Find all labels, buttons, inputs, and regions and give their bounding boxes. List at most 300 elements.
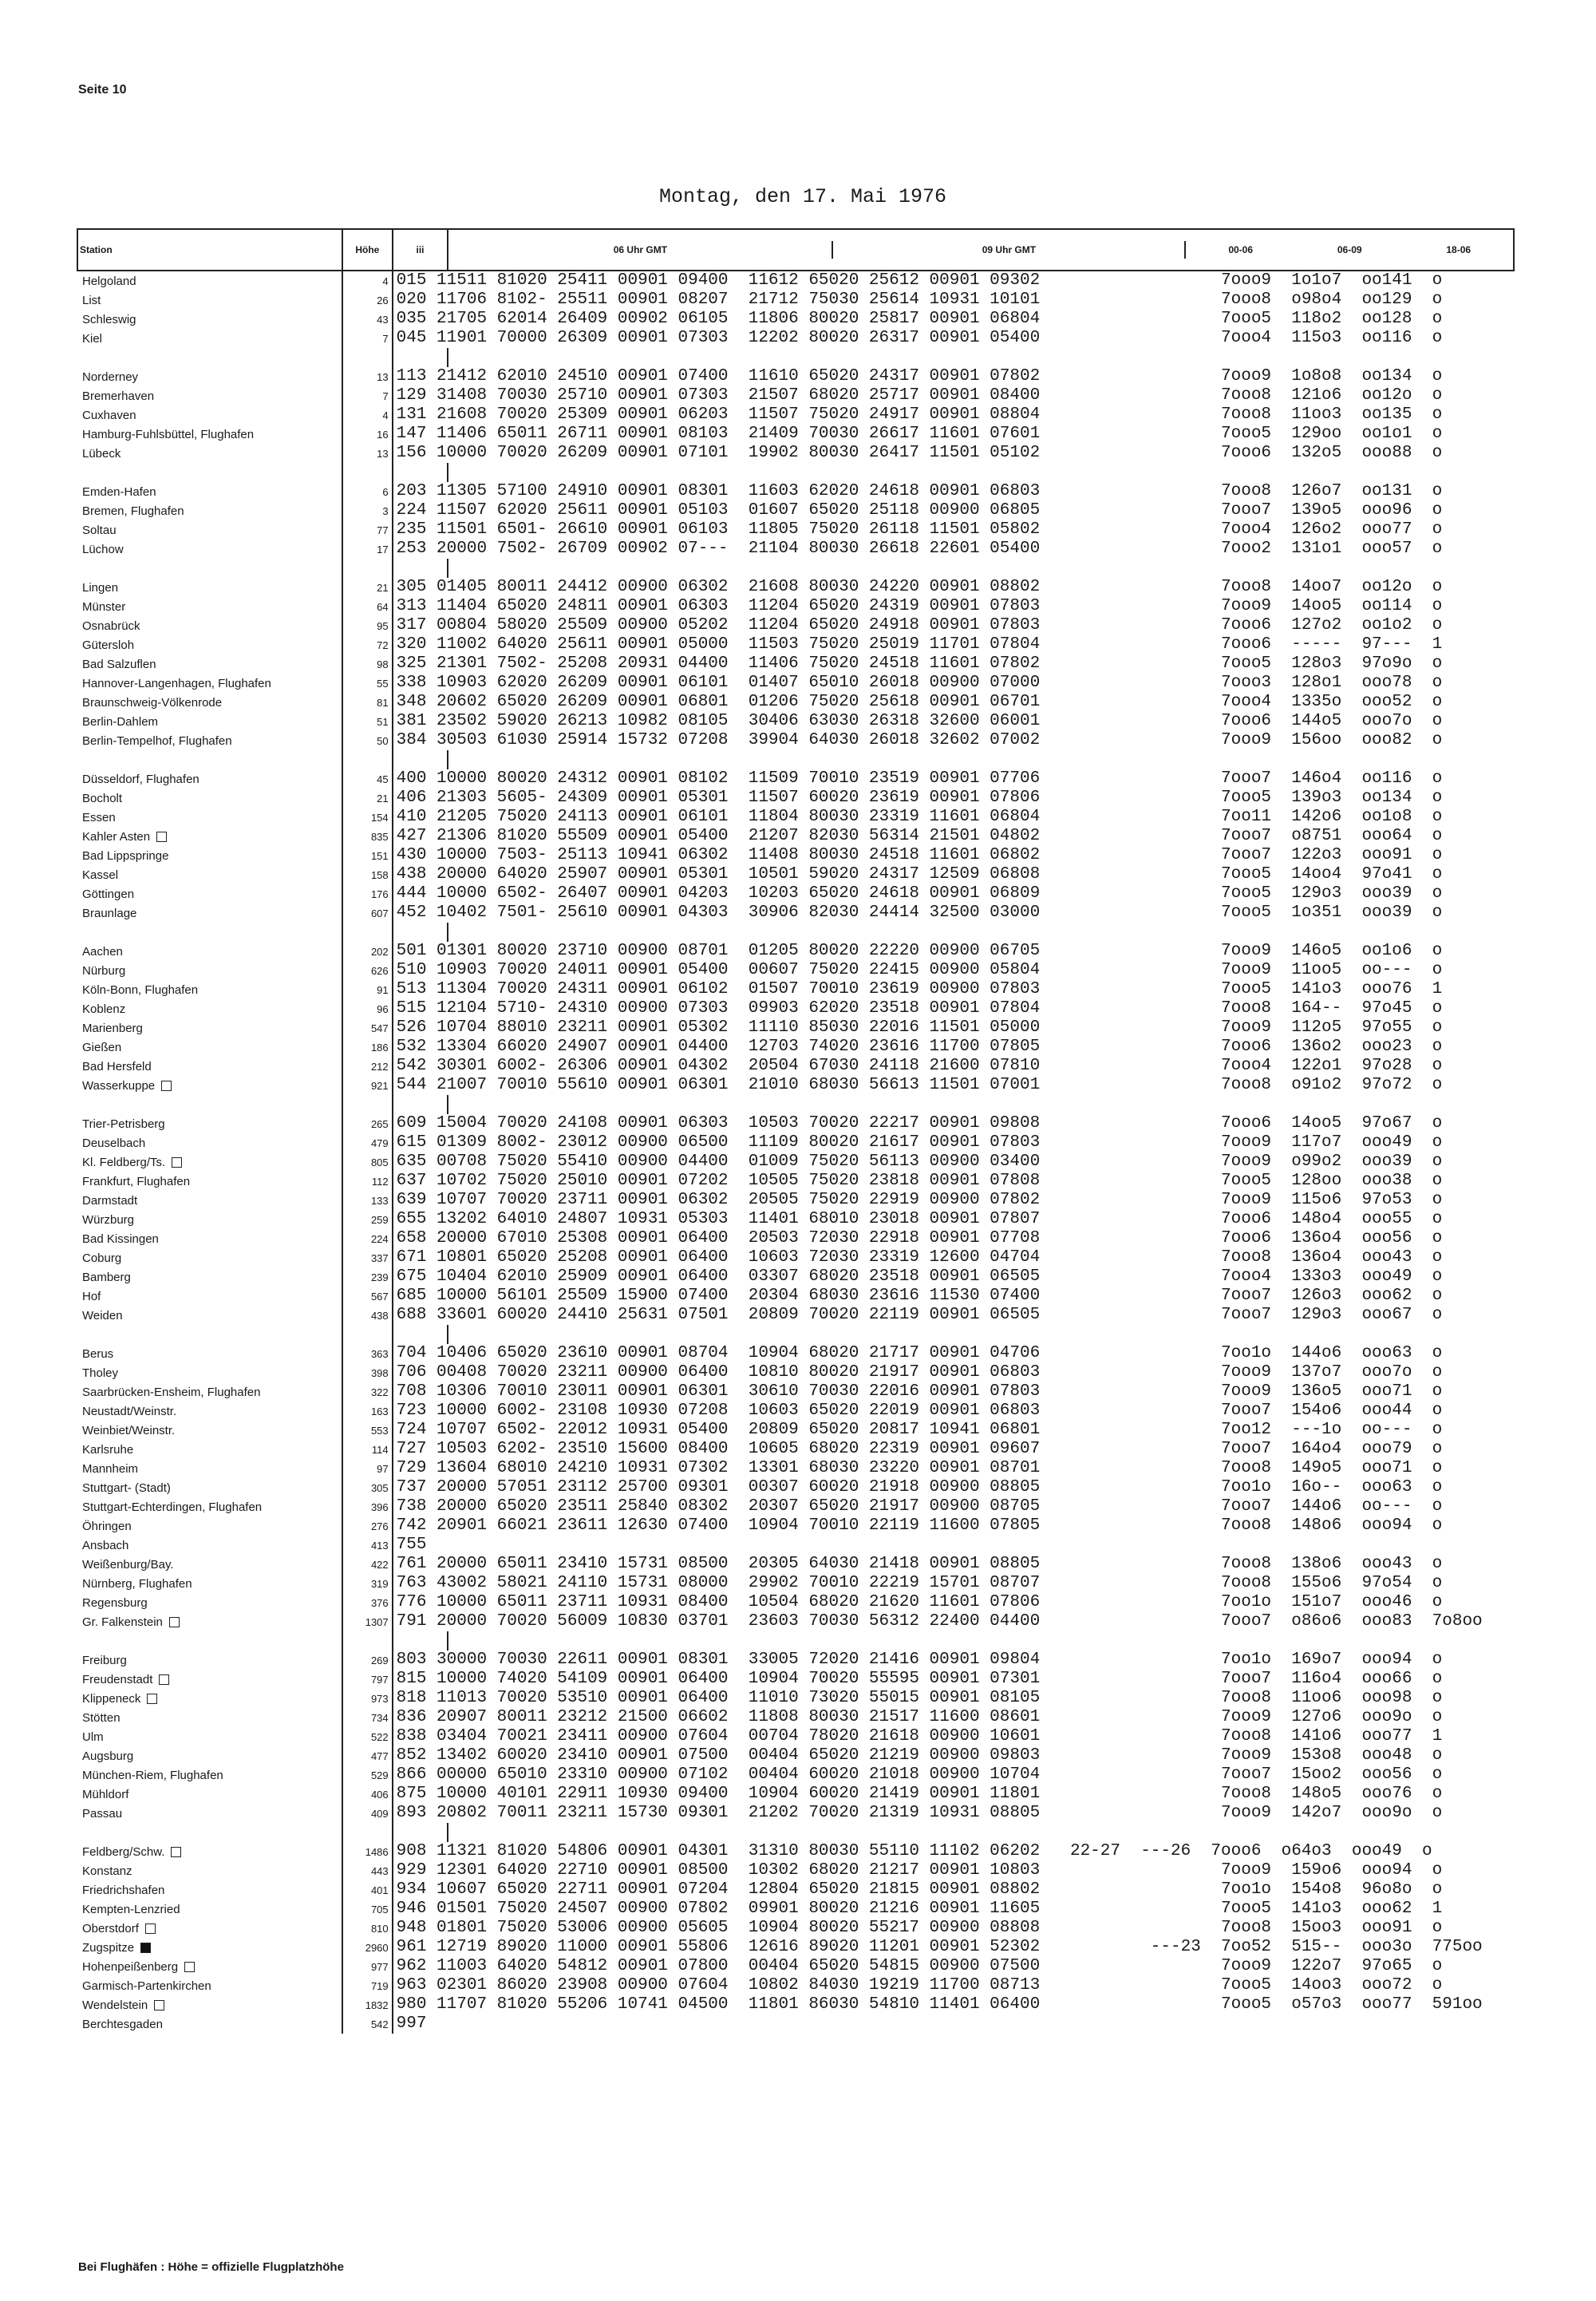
- col-00-06: 00-06: [1228, 244, 1254, 255]
- station-height: 734: [342, 1708, 393, 1727]
- station-height: 55: [342, 674, 393, 693]
- station-name: Stötten: [77, 1708, 342, 1727]
- table-row: [77, 1689, 1514, 1708]
- table-row: [77, 310, 1514, 329]
- table-row: [77, 1938, 1514, 1957]
- station-name: Norderney: [77, 367, 342, 386]
- observation-codes: 444 10000 6502- 26407 00901 04203 10203 65020 24618 00901 06809 7ooo5 129o3 ooo39 o: [396, 884, 1443, 903]
- station-name: Weißenburg/Bay.: [77, 1555, 342, 1574]
- observation-codes: 020 11706 8102- 25511 00901 08207 21712 75030 25614 10931 10101 7ooo8 o98o4 oo129 o: [396, 291, 1443, 309]
- station-name: Lüchow: [77, 540, 342, 559]
- station-name: Kl. Feldberg/Ts.: [77, 1152, 342, 1172]
- table-row: [77, 999, 1514, 1018]
- table-row: [77, 1995, 1514, 2014]
- station-name: Helgoland: [77, 271, 342, 291]
- station-height: 98: [342, 654, 393, 674]
- station-height: 21: [342, 578, 393, 597]
- station-height: 26: [342, 291, 393, 310]
- table-row: [77, 1574, 1514, 1593]
- station-name: Hannover-Langenhagen, Flughafen: [77, 674, 342, 693]
- observation-codes: 755: [396, 1536, 427, 1554]
- table-row: [77, 1746, 1514, 1765]
- table-row: [77, 1612, 1514, 1631]
- observation-codes: 156 10000 70020 26209 00901 07101 19902 80030 26417 11501 05102 7ooo6 132o5 ooo88 o: [396, 444, 1443, 462]
- observation-codes: 635 00708 75020 55410 00900 04400 01009 75020 56113 00900 03400 7ooo9 o99o2 ooo39 o: [396, 1152, 1443, 1171]
- observation-codes: 348 20602 65020 26209 00901 06801 01206 75020 25618 00901 06701 7ooo4 1335o ooo52 o: [396, 693, 1443, 711]
- table-row: [77, 846, 1514, 865]
- open-square-icon: [154, 2000, 164, 2010]
- table-row: [77, 1516, 1514, 1536]
- station-name: Bocholt: [77, 789, 342, 808]
- observation-codes: 035 21705 62014 26409 00902 06105 11806 80020 25817 00901 06804 7ooo5 118o2 oo128 o: [396, 310, 1443, 328]
- observation-codes: 727 10503 6202- 23510 15600 08400 10605 68020 22319 00901 09607 7ooo7 164o4 ooo79 o: [396, 1440, 1443, 1458]
- table-row: [77, 540, 1514, 559]
- station-name: Berlin-Tempelhof, Flughafen: [77, 731, 342, 750]
- station-height: 43: [342, 310, 393, 329]
- observation-codes: 929 12301 64020 22710 00901 08500 10302 68020 21217 00901 10803 7ooo9 159o6 ooo94 o: [396, 1861, 1443, 1880]
- station-height: 72: [342, 635, 393, 654]
- observation-codes: 544 21007 70010 55610 00901 06301 21010 68030 56613 11501 07001 7ooo8 o91o2 97o72 o: [396, 1076, 1443, 1094]
- observation-codes: 526 10704 88010 23211 00901 05302 11110 85030 22016 11501 05000 7ooo9 112o5 97o55 o: [396, 1018, 1443, 1037]
- observation-codes: 675 10404 62010 25909 00901 06400 03307 68020 23518 00901 06505 7ooo4 133o3 ooo49 o: [396, 1267, 1443, 1286]
- station-name: Tholey: [77, 1363, 342, 1382]
- station-name: Ansbach: [77, 1536, 342, 1555]
- open-square-icon: [171, 1847, 181, 1857]
- table-row: [77, 1727, 1514, 1746]
- station-name: Saarbrücken-Ensheim, Flughafen: [77, 1382, 342, 1402]
- observation-codes: 704 10406 65020 23610 00901 08704 10904 68020 21717 00901 04706 7oo1o 144o6 ooo63 o: [396, 1344, 1443, 1362]
- station-height: 322: [342, 1382, 393, 1402]
- observation-codes: 658 20000 67010 25308 00901 06400 20503 72030 22918 00901 07708 7ooo6 136o4 ooo56 o: [396, 1229, 1443, 1247]
- station-name: Konstanz: [77, 1861, 342, 1880]
- observation-codes: 791 20000 70020 56009 10830 03701 23603 70030 56312 22400 04400 7ooo7 o86o6 ooo83 7o8oo: [396, 1612, 1483, 1631]
- observation-codes: 776 10000 65011 23711 10931 08400 10504 68020 21620 11601 07806 7oo1o 151o7 ooo46 o: [396, 1593, 1443, 1611]
- observation-codes: 438 20000 64020 25907 00901 05301 10501 59020 24317 12509 06808 7ooo5 14oo4 97o41 o: [396, 865, 1443, 884]
- table-row: [77, 1057, 1514, 1076]
- observation-codes: 815 10000 74020 54109 00901 06400 10904 70020 55595 00901 07301 7ooo7 116o4 ooo66 o: [396, 1670, 1443, 1688]
- station-height: 337: [342, 1248, 393, 1267]
- observation-codes: 761 20000 65011 23410 15731 08500 20305 64030 21418 00901 08805 7ooo8 138o6 ooo43 o: [396, 1555, 1443, 1573]
- open-square-icon: [159, 1674, 169, 1685]
- table-row: [77, 1478, 1514, 1497]
- station-height: 265: [342, 1114, 393, 1133]
- station-height: 21: [342, 789, 393, 808]
- station-name: Oberstdorf: [77, 1919, 342, 1938]
- observation-codes: 866 00000 65010 23310 00900 07102 00404 60020 21018 00900 10704 7ooo7 15oo2 ooo56 o: [396, 1765, 1443, 1784]
- station-height: 16: [342, 425, 393, 444]
- station-height: 4: [342, 405, 393, 425]
- station-name: Deuselbach: [77, 1133, 342, 1152]
- observation-codes: 235 11501 6501- 26610 00901 06103 11805 75020 26118 11501 05802 7ooo4 126o2 ooo77 o: [396, 520, 1443, 539]
- observation-codes: 852 13402 60020 23410 00901 07500 00404 65020 21219 00900 09803 7ooo9 153o8 ooo48 o: [396, 1746, 1443, 1765]
- station-height: 363: [342, 1344, 393, 1363]
- station-height: 319: [342, 1574, 393, 1593]
- observation-codes: 542 30301 6002- 26306 00901 04302 20504 67030 24118 21600 07810 7ooo4 122o1 97o28 o: [396, 1057, 1443, 1075]
- table-row: [77, 1018, 1514, 1038]
- table-row: [77, 1440, 1514, 1459]
- table-row: [77, 1133, 1514, 1152]
- station-name: Wendelstein: [77, 1995, 342, 2014]
- station-name: Aachen: [77, 942, 342, 961]
- table-row: [77, 1306, 1514, 1325]
- open-square-icon: [169, 1617, 180, 1627]
- station-height: 158: [342, 865, 393, 884]
- table-row: [77, 1785, 1514, 1804]
- table-row: [77, 405, 1514, 425]
- table-row: [77, 1708, 1514, 1727]
- table-row: [77, 482, 1514, 501]
- table-body: [77, 271, 1514, 2034]
- station-height: 797: [342, 1670, 393, 1689]
- observation-codes: 147 11406 65011 26711 00901 08103 21409 70030 26617 11601 07601 7ooo5 129oo oo1o1 o: [396, 425, 1443, 443]
- table-row: [77, 501, 1514, 520]
- table-row: [77, 1593, 1514, 1612]
- table-row: [77, 1765, 1514, 1785]
- table-row: [77, 367, 1514, 386]
- table-row: [77, 731, 1514, 750]
- station-height: 705: [342, 1900, 393, 1919]
- observation-codes: 515 12104 5710- 24310 00900 07303 09903 62020 23518 00901 07804 7ooo8 164-- 97o45 o: [396, 999, 1443, 1018]
- observation-codes: 818 11013 70020 53510 00901 06400 11010 73020 55015 00901 08105 7ooo8 11oo6 ooo98 o: [396, 1689, 1443, 1707]
- station-name: Weiden: [77, 1306, 342, 1325]
- table-row: [77, 1555, 1514, 1574]
- station-name: Zugspitze: [77, 1938, 342, 1957]
- table-row: [77, 1651, 1514, 1670]
- observation-codes: 501 01301 80020 23710 00900 08701 01205 80020 22220 00900 06705 7ooo9 146o5 oo1o6 o: [396, 942, 1443, 960]
- station-height: 398: [342, 1363, 393, 1382]
- station-name: Kempten-Lenzried: [77, 1900, 342, 1919]
- station-name: Gütersloh: [77, 635, 342, 654]
- observation-codes: 131 21608 70020 25309 00901 06203 11507 75020 24917 00901 08804 7ooo8 11oo3 oo135 o: [396, 405, 1443, 424]
- station-name: Darmstadt: [77, 1191, 342, 1210]
- station-name: Mannheim: [77, 1459, 342, 1478]
- station-height: 269: [342, 1651, 393, 1670]
- table-row: [77, 597, 1514, 616]
- station-height: 6: [342, 482, 393, 501]
- station-name: Göttingen: [77, 884, 342, 903]
- station-height: 13: [342, 367, 393, 386]
- station-name: Berchtesgaden: [77, 2014, 342, 2034]
- station-height: 97: [342, 1459, 393, 1478]
- observation-codes: 948 01801 75020 53006 00900 05605 10904 80020 55217 00900 08808 7ooo8 15oo3 ooo91 o: [396, 1919, 1443, 1937]
- observation-codes: 742 20901 66021 23611 12630 07400 10904 70010 22119 11600 07805 7ooo8 148o6 ooo94 o: [396, 1516, 1443, 1535]
- station-height: 133: [342, 1191, 393, 1210]
- table-row: [77, 865, 1514, 884]
- station-name: Koblenz: [77, 999, 342, 1018]
- station-height: 305: [342, 1478, 393, 1497]
- observation-codes: 724 10707 6502- 22012 10931 05400 20809 65020 20817 10941 06801 7oo12 ---1o oo--- o: [396, 1421, 1443, 1439]
- observation-codes: 510 10903 70020 24011 00901 05400 00607 75020 22415 00900 05804 7ooo9 11oo5 oo--- o: [396, 961, 1443, 979]
- station-height: 477: [342, 1746, 393, 1765]
- group-06-header: 06 Uhr GMT: [448, 241, 833, 259]
- table-row: [77, 1152, 1514, 1172]
- station-name: Freudenstadt: [77, 1670, 342, 1689]
- observation-codes: 803 30000 70030 22611 00901 08301 33005 72020 21416 00901 09804 7oo1o 169o7 ooo94 o: [396, 1651, 1443, 1669]
- observation-codes: 045 11901 70000 26309 00901 07303 12202 80020 26317 00901 05400 7ooo4 115o3 oo116 o: [396, 329, 1443, 347]
- station-height: 259: [342, 1210, 393, 1229]
- station-height: 567: [342, 1287, 393, 1306]
- page-label: Seite 10: [78, 83, 127, 97]
- station-name: Bad Kissingen: [77, 1229, 342, 1248]
- station-height: 151: [342, 846, 393, 865]
- station-height: 607: [342, 903, 393, 923]
- observation-codes: 406 21303 5605- 24309 00901 05301 11507 60020 23619 00901 07806 7ooo5 139o3 oo134 o: [396, 789, 1443, 807]
- station-name: Hof: [77, 1287, 342, 1306]
- table-row: [77, 1344, 1514, 1363]
- table-row: [77, 1459, 1514, 1478]
- row-spacer: [77, 750, 1514, 769]
- col-06-09: 06-09: [1337, 244, 1362, 255]
- table-row: [77, 291, 1514, 310]
- station-name: Kahler Asten: [77, 827, 342, 846]
- observation-codes: 639 10707 70020 23711 00901 06302 20505 75020 22919 00900 07802 7ooo9 115o6 97o53 o: [396, 1191, 1443, 1209]
- station-height: 212: [342, 1057, 393, 1076]
- station-name: Bamberg: [77, 1267, 342, 1287]
- table-row: [77, 1363, 1514, 1382]
- table-row: [77, 1536, 1514, 1555]
- observation-codes: 381 23502 59020 26213 10982 08105 30406 63030 26318 32600 06001 7ooo6 144o5 ooo7o o: [396, 712, 1443, 730]
- station-name: Würzburg: [77, 1210, 342, 1229]
- station-name: Emden-Hafen: [77, 482, 342, 501]
- station-name: Garmisch-Partenkirchen: [77, 1976, 342, 1995]
- table-row: [77, 1804, 1514, 1823]
- observation-codes: 452 10402 7501- 25610 00901 04303 30906 82030 24414 32500 03000 7ooo5 1o351 ooo39 o: [396, 903, 1443, 922]
- table-row: [77, 1287, 1514, 1306]
- station-height: 1307: [342, 1612, 393, 1631]
- station-height: 422: [342, 1555, 393, 1574]
- filled-square-icon: [140, 1943, 151, 1953]
- station-height: 186: [342, 1038, 393, 1057]
- station-name: Frankfurt, Flughafen: [77, 1172, 342, 1191]
- station-name: Cuxhaven: [77, 405, 342, 425]
- table-row: [77, 2014, 1514, 2034]
- table-row: [77, 884, 1514, 903]
- group-09-header: 09 Uhr GMT: [833, 241, 1186, 259]
- row-spacer: [77, 923, 1514, 942]
- col-18-06: 18-06: [1446, 244, 1472, 255]
- open-square-icon: [161, 1081, 172, 1091]
- table-row: [77, 674, 1514, 693]
- observation-codes: 934 10607 65020 22711 00901 07204 12804 65020 21815 00901 08802 7oo1o 154o8 96o8o o: [396, 1880, 1443, 1899]
- station-height: 50: [342, 731, 393, 750]
- station-name: Passau: [77, 1804, 342, 1823]
- station-name: Bad Salzuflen: [77, 654, 342, 674]
- station-name: München-Riem, Flughafen: [77, 1765, 342, 1785]
- observation-codes: 253 20000 7502- 26709 00902 07--- 21104 80030 26618 22601 05400 7ooo2 131o1 ooo57 o: [396, 540, 1443, 558]
- table-row: [77, 616, 1514, 635]
- station-height: 239: [342, 1267, 393, 1287]
- observation-codes: 997: [396, 2014, 427, 2033]
- table-row: [77, 1880, 1514, 1900]
- table-row: [77, 1191, 1514, 1210]
- observation-codes: 688 33601 60020 24410 25631 07501 20809 70020 22119 00901 06505 7ooo7 129o3 ooo67 o: [396, 1306, 1443, 1324]
- observation-codes: 836 20907 80011 23212 21500 06602 11808 80030 21517 11600 08601 7ooo9 127o6 ooo9o o: [396, 1708, 1443, 1726]
- observation-codes: 708 10306 70010 23011 00901 06301 30610 70030 22016 00901 07803 7ooo9 136o5 ooo71 o: [396, 1382, 1443, 1401]
- row-spacer: [77, 559, 1514, 578]
- observation-codes: 224 11507 62020 25611 00901 05103 01607 65020 25118 00900 06805 7ooo7 139o5 ooo96 o: [396, 501, 1443, 520]
- station-height: 479: [342, 1133, 393, 1152]
- station-height: 77: [342, 520, 393, 540]
- station-name: Nürnberg, Flughafen: [77, 1574, 342, 1593]
- station-height: 438: [342, 1306, 393, 1325]
- station-name: Osnabrück: [77, 616, 342, 635]
- table-row: [77, 1861, 1514, 1880]
- station-name: Lingen: [77, 578, 342, 597]
- row-spacer: [77, 463, 1514, 482]
- group-headers: [448, 229, 1514, 271]
- observation-codes: 763 43002 58021 24110 15731 08000 29902 70010 22219 15701 08707 7ooo8 155o6 97o54 o: [396, 1574, 1443, 1592]
- observation-codes: 129 31408 70030 25710 00901 07303 21507 68020 25717 00901 08400 7ooo8 121o6 oo12o o: [396, 386, 1443, 405]
- observation-codes: 723 10000 6002- 23108 10930 07208 10603 65020 22019 00901 06803 7ooo7 154o6 ooo44 o: [396, 1402, 1443, 1420]
- station-height: 1832: [342, 1995, 393, 2014]
- table-row: [77, 808, 1514, 827]
- observation-codes: 609 15004 70020 24108 00901 06303 10503 70020 22217 00901 09808 7ooo6 14oo5 97o67 o: [396, 1114, 1443, 1133]
- table-row: [77, 980, 1514, 999]
- station-height: 91: [342, 980, 393, 999]
- station-name: Gr. Falkenstein: [77, 1612, 342, 1631]
- table-row: [77, 961, 1514, 980]
- table-row: [77, 827, 1514, 846]
- table-row: [77, 1919, 1514, 1938]
- observation-codes: 532 13304 66020 24907 00901 04400 12703 74020 23616 11700 07805 7ooo6 136o2 ooo23 o: [396, 1038, 1443, 1056]
- station-height: 553: [342, 1421, 393, 1440]
- station-height: 719: [342, 1976, 393, 1995]
- table-row: [77, 769, 1514, 789]
- table-row: [77, 1900, 1514, 1919]
- station-height: 810: [342, 1919, 393, 1938]
- observation-codes: 875 10000 40101 22911 10930 09400 10904 60020 21419 00901 11801 7ooo8 148o5 ooo76 o: [396, 1785, 1443, 1803]
- station-height: 64: [342, 597, 393, 616]
- station-name: Lübeck: [77, 444, 342, 463]
- station-height: 4: [342, 271, 393, 291]
- table-row: [77, 1229, 1514, 1248]
- table-row: [77, 1497, 1514, 1516]
- observation-codes: 838 03404 70021 23411 00900 07604 00704 78020 21618 00900 10601 7ooo8 141o6 ooo77 1: [396, 1727, 1443, 1746]
- station-name: Mühldorf: [77, 1785, 342, 1804]
- observation-codes: 338 10903 62020 26209 00901 06101 01407 65010 26018 00900 07000 7ooo3 128o1 ooo78 o: [396, 674, 1443, 692]
- table-row: [77, 520, 1514, 540]
- station-height: 96: [342, 999, 393, 1018]
- table-row: [77, 386, 1514, 405]
- observation-codes: 615 01309 8002- 23012 00900 06500 11109 80020 21617 00901 07803 7ooo9 117o7 ooo49 o: [396, 1133, 1443, 1152]
- station-height: 522: [342, 1727, 393, 1746]
- station-name: Schleswig: [77, 310, 342, 329]
- observation-codes: 671 10801 65020 25208 00901 06400 10603 72030 23319 12600 04704 7ooo8 136o4 ooo43 o: [396, 1248, 1443, 1267]
- station-name: Gießen: [77, 1038, 342, 1057]
- row-spacer: [77, 1631, 1514, 1651]
- observation-codes: 893 20802 70011 23211 15730 09301 21202 70020 21319 10931 08805 7ooo9 142o7 ooo9o o: [396, 1804, 1443, 1822]
- station-name: Friedrichshafen: [77, 1880, 342, 1900]
- row-spacer: [77, 1095, 1514, 1114]
- table-row: [77, 1210, 1514, 1229]
- station-name: Stuttgart- (Stadt): [77, 1478, 342, 1497]
- station-name: Berus: [77, 1344, 342, 1363]
- observation-codes: 203 11305 57100 24910 00901 08301 11603 62020 24618 00901 06803 7ooo8 126o7 oo131 o: [396, 482, 1443, 500]
- observation-codes: 637 10702 75020 25010 00901 07202 10505 75020 23818 00901 07808 7ooo5 128oo ooo38 o: [396, 1172, 1443, 1190]
- observation-codes: 325 21301 7502- 25208 20931 04400 11406 75020 24518 11601 07802 7ooo5 128o3 97o9o o: [396, 654, 1443, 673]
- table-row: [77, 712, 1514, 731]
- row-spacer: [77, 348, 1514, 367]
- observation-codes: 946 01501 75020 24507 00900 07802 09901 80020 21216 00901 11605 7ooo5 141o3 ooo62 1: [396, 1900, 1443, 1918]
- iii-header: iii: [393, 229, 448, 271]
- report-date: Montag, den 17. Mai 1976: [659, 185, 947, 208]
- observation-codes: 729 13604 68010 24210 10931 07302 13301 68030 23220 00901 08701 7ooo8 149o5 ooo71 o: [396, 1459, 1443, 1477]
- row-spacer: [77, 1823, 1514, 1842]
- open-square-icon: [184, 1962, 195, 1972]
- table-row: [77, 329, 1514, 348]
- station-height: 805: [342, 1152, 393, 1172]
- observation-table: [77, 228, 1515, 2034]
- station-height: 401: [342, 1880, 393, 1900]
- observation-codes: 962 11003 64020 54812 00901 07800 00404 65020 54815 00900 07500 7ooo9 122o7 97o65 o: [396, 1957, 1443, 1975]
- table-row: [77, 1957, 1514, 1976]
- station-height: 81: [342, 693, 393, 712]
- footnote: Bei Flughäfen : Höhe = offizielle Flugplatzhöhe: [78, 2260, 344, 2274]
- observation-codes: 706 00408 70020 23211 00900 06400 10810 80020 21917 00901 06803 7ooo9 137o7 ooo7o o: [396, 1363, 1443, 1382]
- station-name: Kassel: [77, 865, 342, 884]
- observation-codes: 305 01405 80011 24412 00900 06302 21608 80030 24220 00901 08802 7ooo8 14oo7 oo12o o: [396, 578, 1443, 596]
- station-name: Weinbiet/Weinstr.: [77, 1421, 342, 1440]
- station-name: Soltau: [77, 520, 342, 540]
- station-name: Klippeneck: [77, 1689, 342, 1708]
- table-row: [77, 1670, 1514, 1689]
- station-name: Karlsruhe: [77, 1440, 342, 1459]
- station-height: 921: [342, 1076, 393, 1095]
- station-name: Stuttgart-Echterdingen, Flughafen: [77, 1497, 342, 1516]
- observation-codes: 015 11511 81020 25411 00901 09400 11612 65020 25612 00901 09302 7ooo9 1o1o7 oo141 o: [396, 271, 1443, 290]
- table-row: [77, 1402, 1514, 1421]
- table-row: [77, 1267, 1514, 1287]
- row-spacer: [77, 1325, 1514, 1344]
- station-name: Düsseldorf, Flughafen: [77, 769, 342, 789]
- station-height: 626: [342, 961, 393, 980]
- station-name: Neustadt/Weinstr.: [77, 1402, 342, 1421]
- station-name: Feldberg/Schw.: [77, 1842, 342, 1861]
- station-name: Öhringen: [77, 1516, 342, 1536]
- table-row: [77, 1038, 1514, 1057]
- observation-codes: 410 21205 75020 24113 00901 06101 11804 80030 23319 11601 06804 7oo11 142o6 oo1o8 o: [396, 808, 1443, 826]
- station-name: Marienberg: [77, 1018, 342, 1038]
- table-row: [77, 693, 1514, 712]
- station-height: 45: [342, 769, 393, 789]
- station-height: 835: [342, 827, 393, 846]
- table-row: [77, 578, 1514, 597]
- station-name: Bremerhaven: [77, 386, 342, 405]
- observation-codes: 513 11304 70020 24311 00901 06102 01507 70010 23619 00900 07803 7ooo5 141o3 ooo76 1: [396, 980, 1443, 998]
- observation-codes: 384 30503 61030 25914 15732 07208 39904 64030 26018 32602 07002 7ooo9 156oo ooo82 o: [396, 731, 1443, 749]
- station-name: Wasserkuppe: [77, 1076, 342, 1095]
- station-height: 443: [342, 1861, 393, 1880]
- observation-codes: 963 02301 86020 23908 00900 07604 10802 84030 19219 11700 08713 7ooo5 14oo3 ooo72 o: [396, 1976, 1443, 1995]
- station-height: 413: [342, 1536, 393, 1555]
- open-square-icon: [145, 1923, 156, 1934]
- station-name: Braunlage: [77, 903, 342, 923]
- station-name: Bad Hersfeld: [77, 1057, 342, 1076]
- station-height: 396: [342, 1497, 393, 1516]
- table-row: [77, 1114, 1514, 1133]
- station-height: 7: [342, 329, 393, 348]
- table-row: [77, 942, 1514, 961]
- observation-codes: 400 10000 80020 24312 00901 08102 11509 70010 23519 00901 07706 7ooo7 146o4 oo116 o: [396, 769, 1443, 788]
- station-height: 3: [342, 501, 393, 520]
- table-row: [77, 425, 1514, 444]
- observation-codes: 113 21412 62010 24510 00901 07400 11610 65020 24317 00901 07802 7ooo9 1o8o8 oo134 o: [396, 367, 1443, 385]
- station-height: 276: [342, 1516, 393, 1536]
- station-height: 163: [342, 1402, 393, 1421]
- station-height: 224: [342, 1229, 393, 1248]
- station-header: Station: [77, 229, 342, 271]
- table-row: [77, 1382, 1514, 1402]
